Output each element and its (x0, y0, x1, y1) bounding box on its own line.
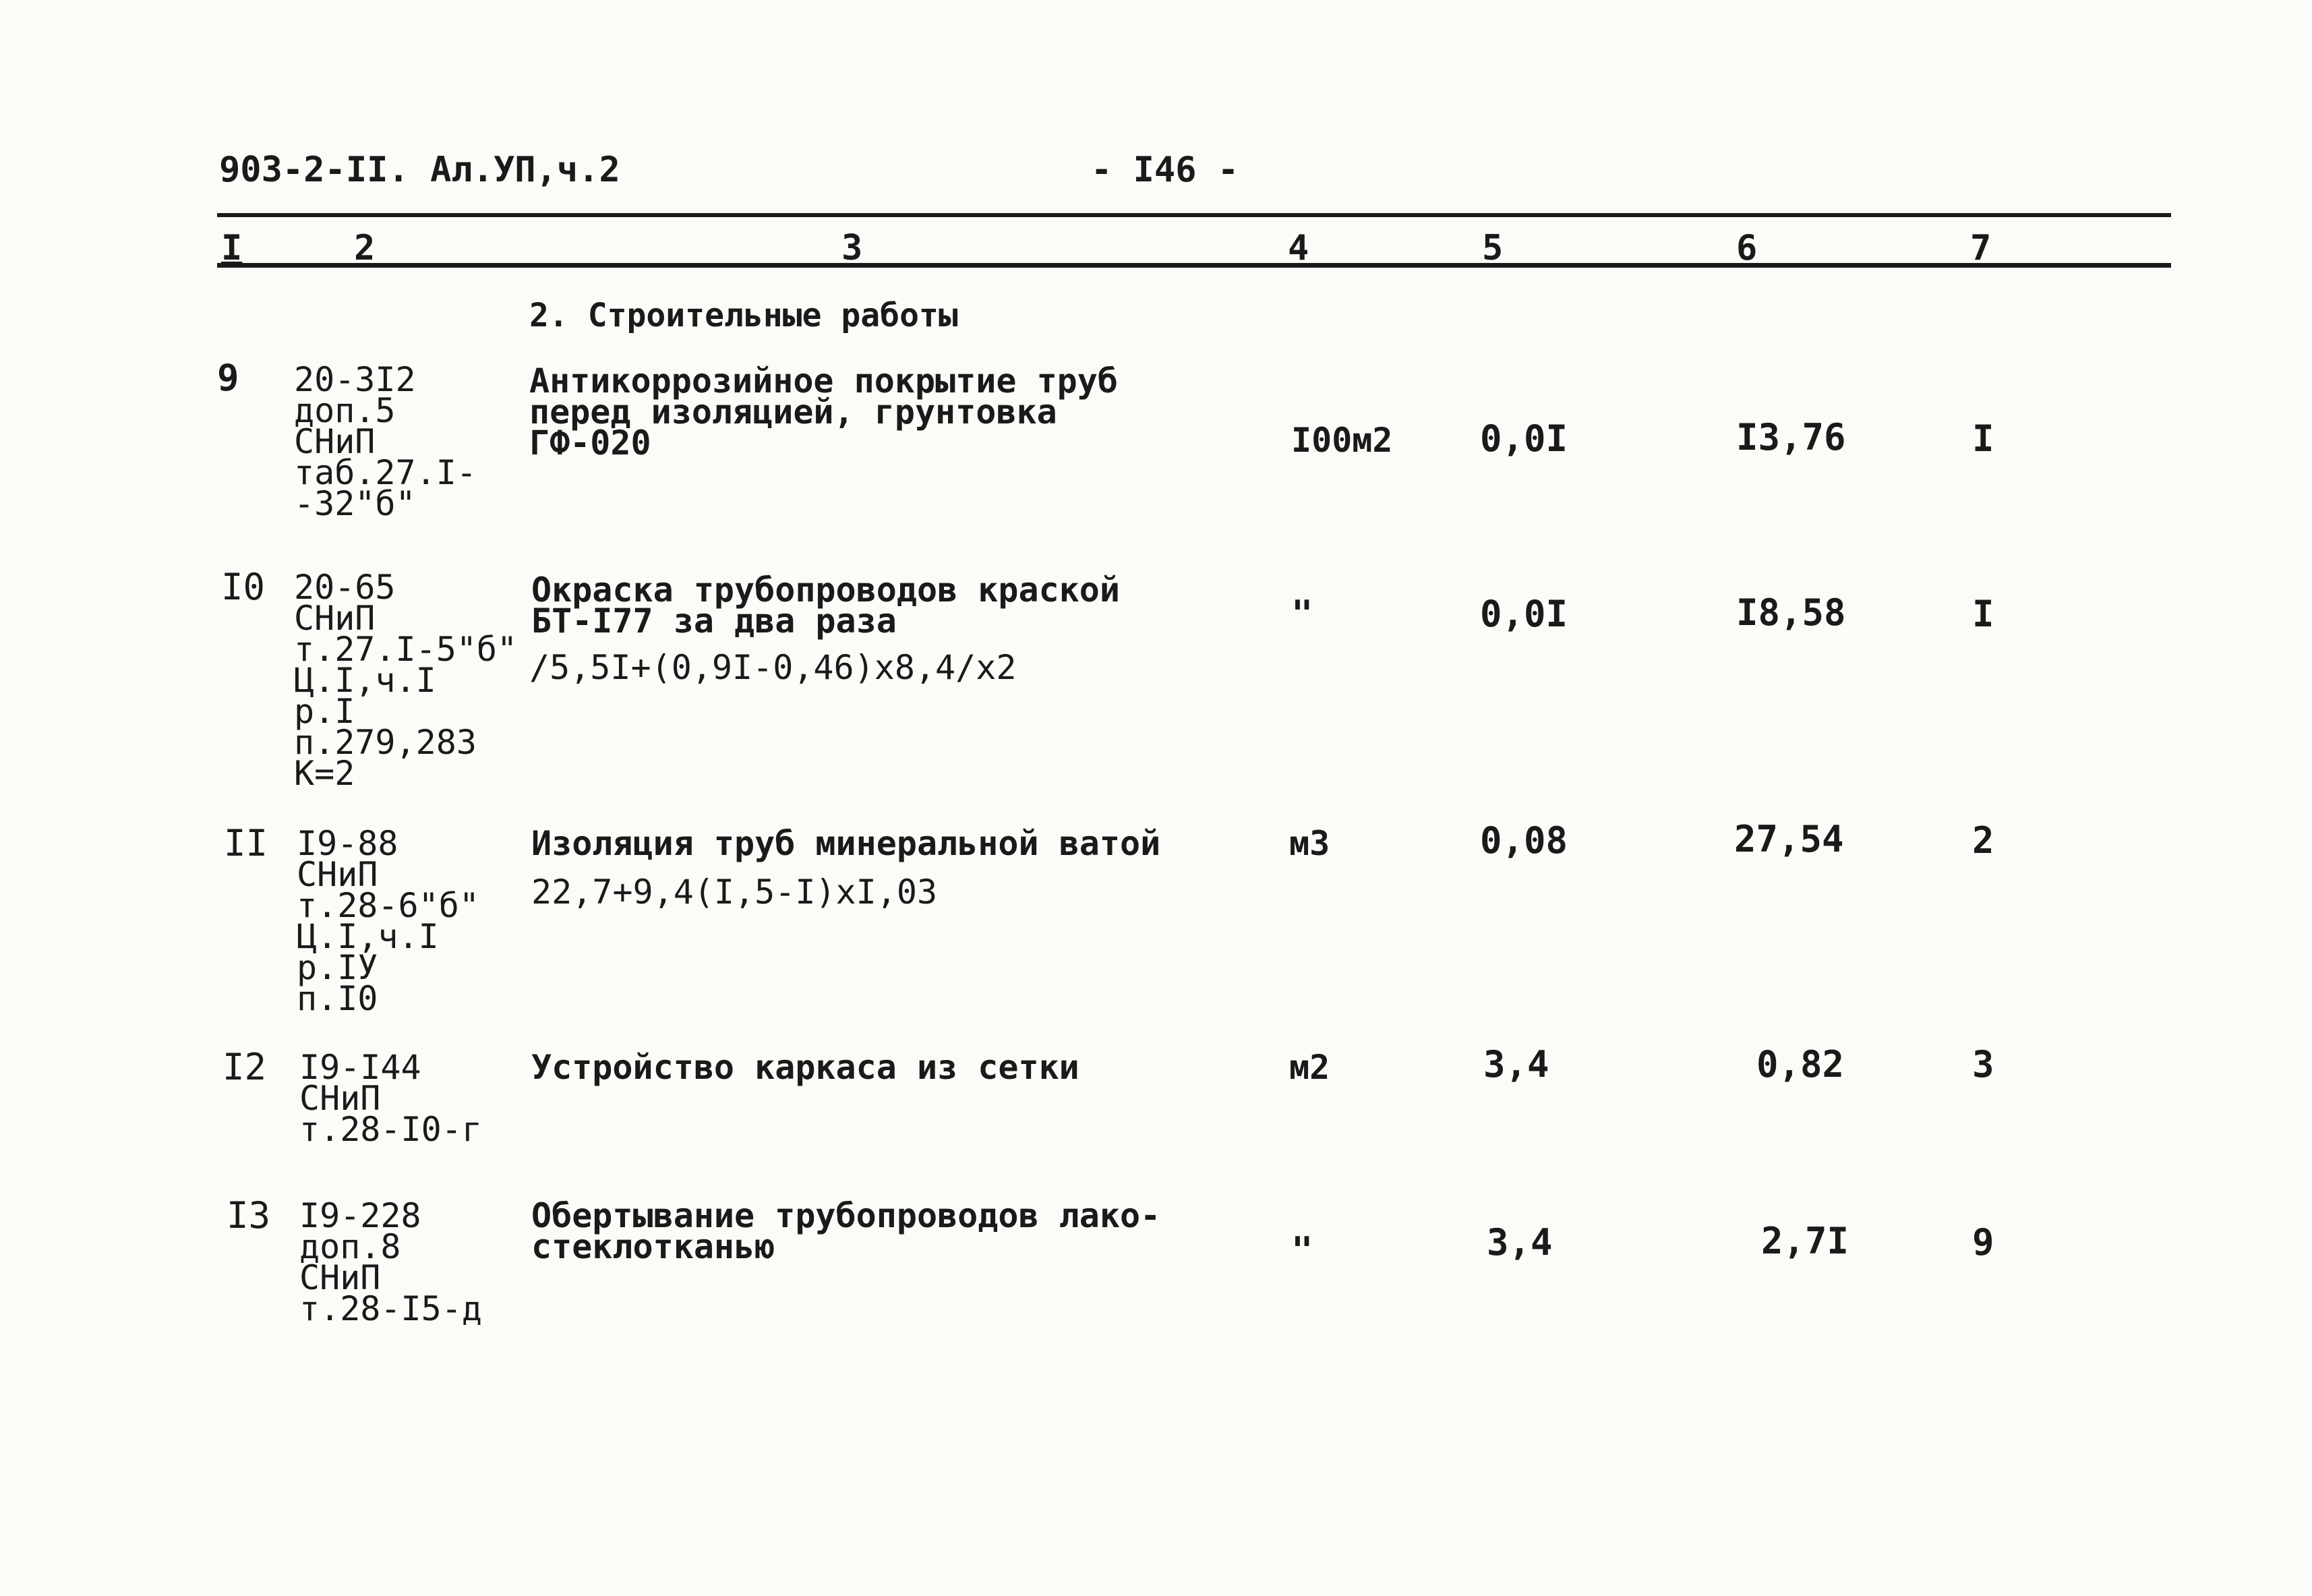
quantity: 3,4 (1487, 1221, 1553, 1264)
unit: " (1291, 1229, 1313, 1272)
calculation-formula: 22,7+9,4(I,5-I)хI,03 (531, 873, 938, 912)
quantity: 0,08 (1480, 819, 1568, 862)
norm-code: I9-228 доп.8 СНиП т.28-I5-д (299, 1196, 482, 1328)
row-number: I2 (223, 1046, 267, 1088)
header-rule-bottom (217, 263, 2171, 268)
unit: " (1291, 593, 1313, 635)
column-number-5: 5 (1482, 228, 1504, 268)
column-7-value: I (1972, 593, 1994, 635)
quantity: 0,0I (1480, 417, 1568, 460)
work-description: Антикоррозийное покрытие труб перед изоляцией, грунтовка ГФ-020 (529, 361, 1118, 463)
norm-code: 20-65 СНиП т.27.I-5"б" Ц.I,ч.I р.I п.279,283 К=2 (294, 568, 518, 793)
norm-code: 20-3I2 доп.5 СНиП таб.27.I- -32"б" (294, 360, 477, 523)
unit: м3 (1289, 824, 1330, 863)
column-7-value: I (1972, 417, 1994, 460)
row-number: I0 (221, 566, 266, 608)
column-number-7: 7 (1970, 228, 1992, 268)
row-number: 9 (217, 357, 239, 399)
work-description: Обертывание трубопроводов лако- стеклотканью (531, 1196, 1161, 1266)
row-number: I3 (227, 1194, 271, 1237)
section-title: 2. Строительные работы (529, 297, 958, 334)
unit: I00м2 (1291, 421, 1393, 460)
unit-price: I8,58 (1736, 591, 1846, 634)
unit-price: 27,54 (1734, 818, 1844, 860)
calculation-formula: /5,5I+(0,9I-0,46)х8,4/х2 (529, 648, 1017, 687)
page-number: - I46 - (1091, 150, 1239, 190)
norm-code: I9-88 СНиП т.28-6"б" Ц.I,ч.I р.IУ п.I0 (297, 824, 479, 1018)
column-number-6: 6 (1736, 228, 1758, 268)
column-7-value: 3 (1972, 1043, 1994, 1086)
column-number-2: 2 (354, 228, 376, 268)
unit: м2 (1289, 1048, 1330, 1087)
column-number-4: 4 (1288, 228, 1309, 268)
column-number-3: 3 (841, 228, 863, 268)
document-code: 903-2-II. Ал.УП,ч.2 (219, 150, 620, 190)
work-description: Окраска трубопроводов краской БТ-I77 за два раза (531, 570, 1120, 641)
unit-price: 0,82 (1756, 1043, 1845, 1086)
row-number: II (224, 822, 268, 864)
work-description: Изоляция труб минеральной ватой (531, 824, 1161, 863)
quantity: 3,4 (1483, 1043, 1549, 1086)
norm-code: I9-I44 СНиП т.28-I0-г (299, 1048, 482, 1149)
unit-price: 2,7I (1761, 1220, 1849, 1262)
header-rule-top (217, 213, 2171, 217)
column-number-1: I (221, 228, 243, 268)
unit-price: I3,76 (1736, 416, 1846, 459)
quantity: 0,0I (1480, 593, 1568, 635)
column-7-value: 2 (1972, 819, 1994, 862)
work-description: Устройство каркаса из сетки (531, 1048, 1079, 1087)
column-7-value: 9 (1972, 1221, 1994, 1264)
